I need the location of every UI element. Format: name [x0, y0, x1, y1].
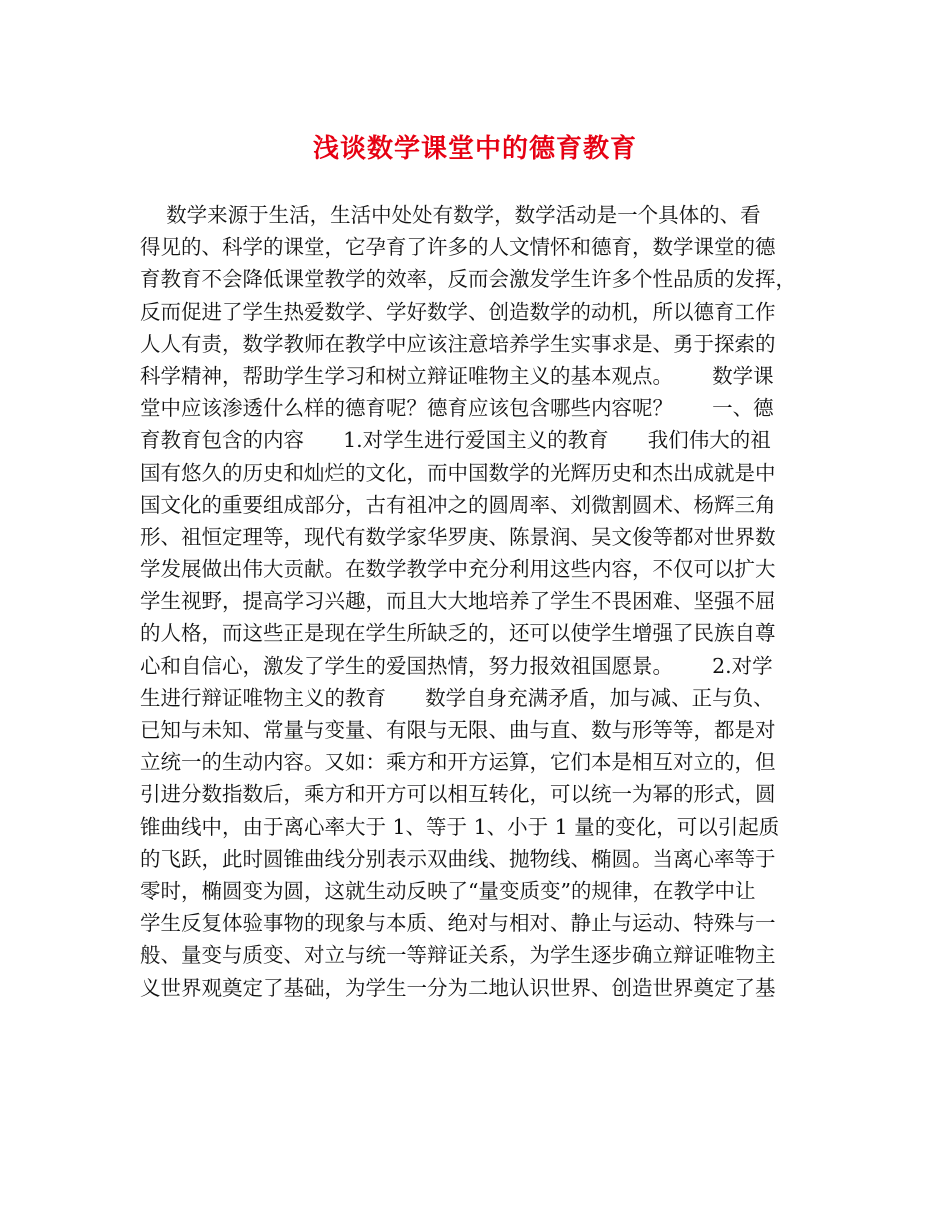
body-line: 育教育不会降低课堂教学的效率，反而会激发学生许多个性品质的发挥，: [140, 267, 796, 292]
body-line: 堂中应该渗透什么样的德育呢？德育应该包含哪些内容呢？ 一、德: [140, 396, 774, 421]
body-line: 育教育包含的内容 1.对学生进行爱国主义的教育 我们伟大的祖: [140, 428, 771, 453]
body-line: 数学来源于生活，生活中处处有数学，数学活动是一个具体的、看: [140, 203, 761, 227]
body-line: 反而促进了学生热爱数学、学好数学、创造数学的动机，所以德育工作: [140, 299, 776, 324]
document-title: 浅谈数学课堂中的德育教育: [312, 134, 637, 164]
body-line: 学发展做出伟大贡献。在数学教学中充分利用这些内容，不仅可以扩大: [140, 557, 776, 582]
body-line: 义世界观奠定了基础，为学生一分为二地认识世界、创造世界奠定了基: [140, 975, 776, 1000]
body-line: 零时，椭圆变为圆，这就生动反映了“量变质变”的规律，在教学中让: [140, 878, 756, 903]
body-line: 生进行辩证唯物主义的教育 数学自身充满矛盾，加与减、正与负、: [140, 685, 774, 710]
body-line: 国文化的重要组成部分，古有祖冲之的圆周率、刘微割圆术、杨辉三角: [140, 492, 776, 517]
body-line: 已知与未知、常量与变量、有限与无限、曲与直、数与形等等，都是对: [140, 718, 776, 742]
body-line: 学生反复体验事物的现象与本质、绝对与相对、静止与运动、特殊与一: [140, 911, 776, 936]
body-line: 的人格，而这些正是现在学生所缺乏的，还可以使学生增强了民族自尊: [140, 621, 776, 646]
body-line: 得见的、科学的课堂，它孕育了许多的人文情怀和德育，数学课堂的德: [140, 235, 776, 260]
body-line: 的飞跃，此时圆锥曲线分别表示双曲线、抛物线、椭圆。当离心率等于: [140, 846, 776, 871]
body-line: 锥曲线中，由于离心率大于 1、等于 1、小于 1 量的变化，可以引起质: [140, 814, 780, 839]
body-line: 科学精神，帮助学生学习和树立辩证唯物主义的基本观点。 数学课: [140, 363, 774, 388]
document-body: [140, 199, 820, 1004]
body-line: 学生视野，提高学习兴趣，而且大大地培养了学生不畏困难、坚强不屈: [140, 589, 776, 614]
body-line: 引进分数指数后，乘方和开方可以相互转化，可以统一为幂的形式，圆: [140, 782, 776, 807]
body-line: 人人有责，数学教师在教学中应该注意培养学生实事求是、勇于探索的: [140, 331, 776, 356]
body-line: 心和自信心，激发了学生的爱国热情，努力报效祖国愿景。 2.对学: [140, 653, 773, 678]
body-line: 立统一的生动内容。又如：乘方和开方运算，它们本是相互对立的，但: [140, 750, 776, 775]
body-line: 国有悠久的历史和灿烂的文化，而中国数学的光辉历史和杰出成就是中: [140, 460, 776, 485]
body-line: 般、量变与质变、对立与统一等辩证关系，为学生逐步确立辩证唯物主: [140, 943, 776, 968]
body-line: 形、祖恒定理等，现代有数学家华罗庚、陈景润、吴文俊等都对世界数: [140, 524, 776, 549]
